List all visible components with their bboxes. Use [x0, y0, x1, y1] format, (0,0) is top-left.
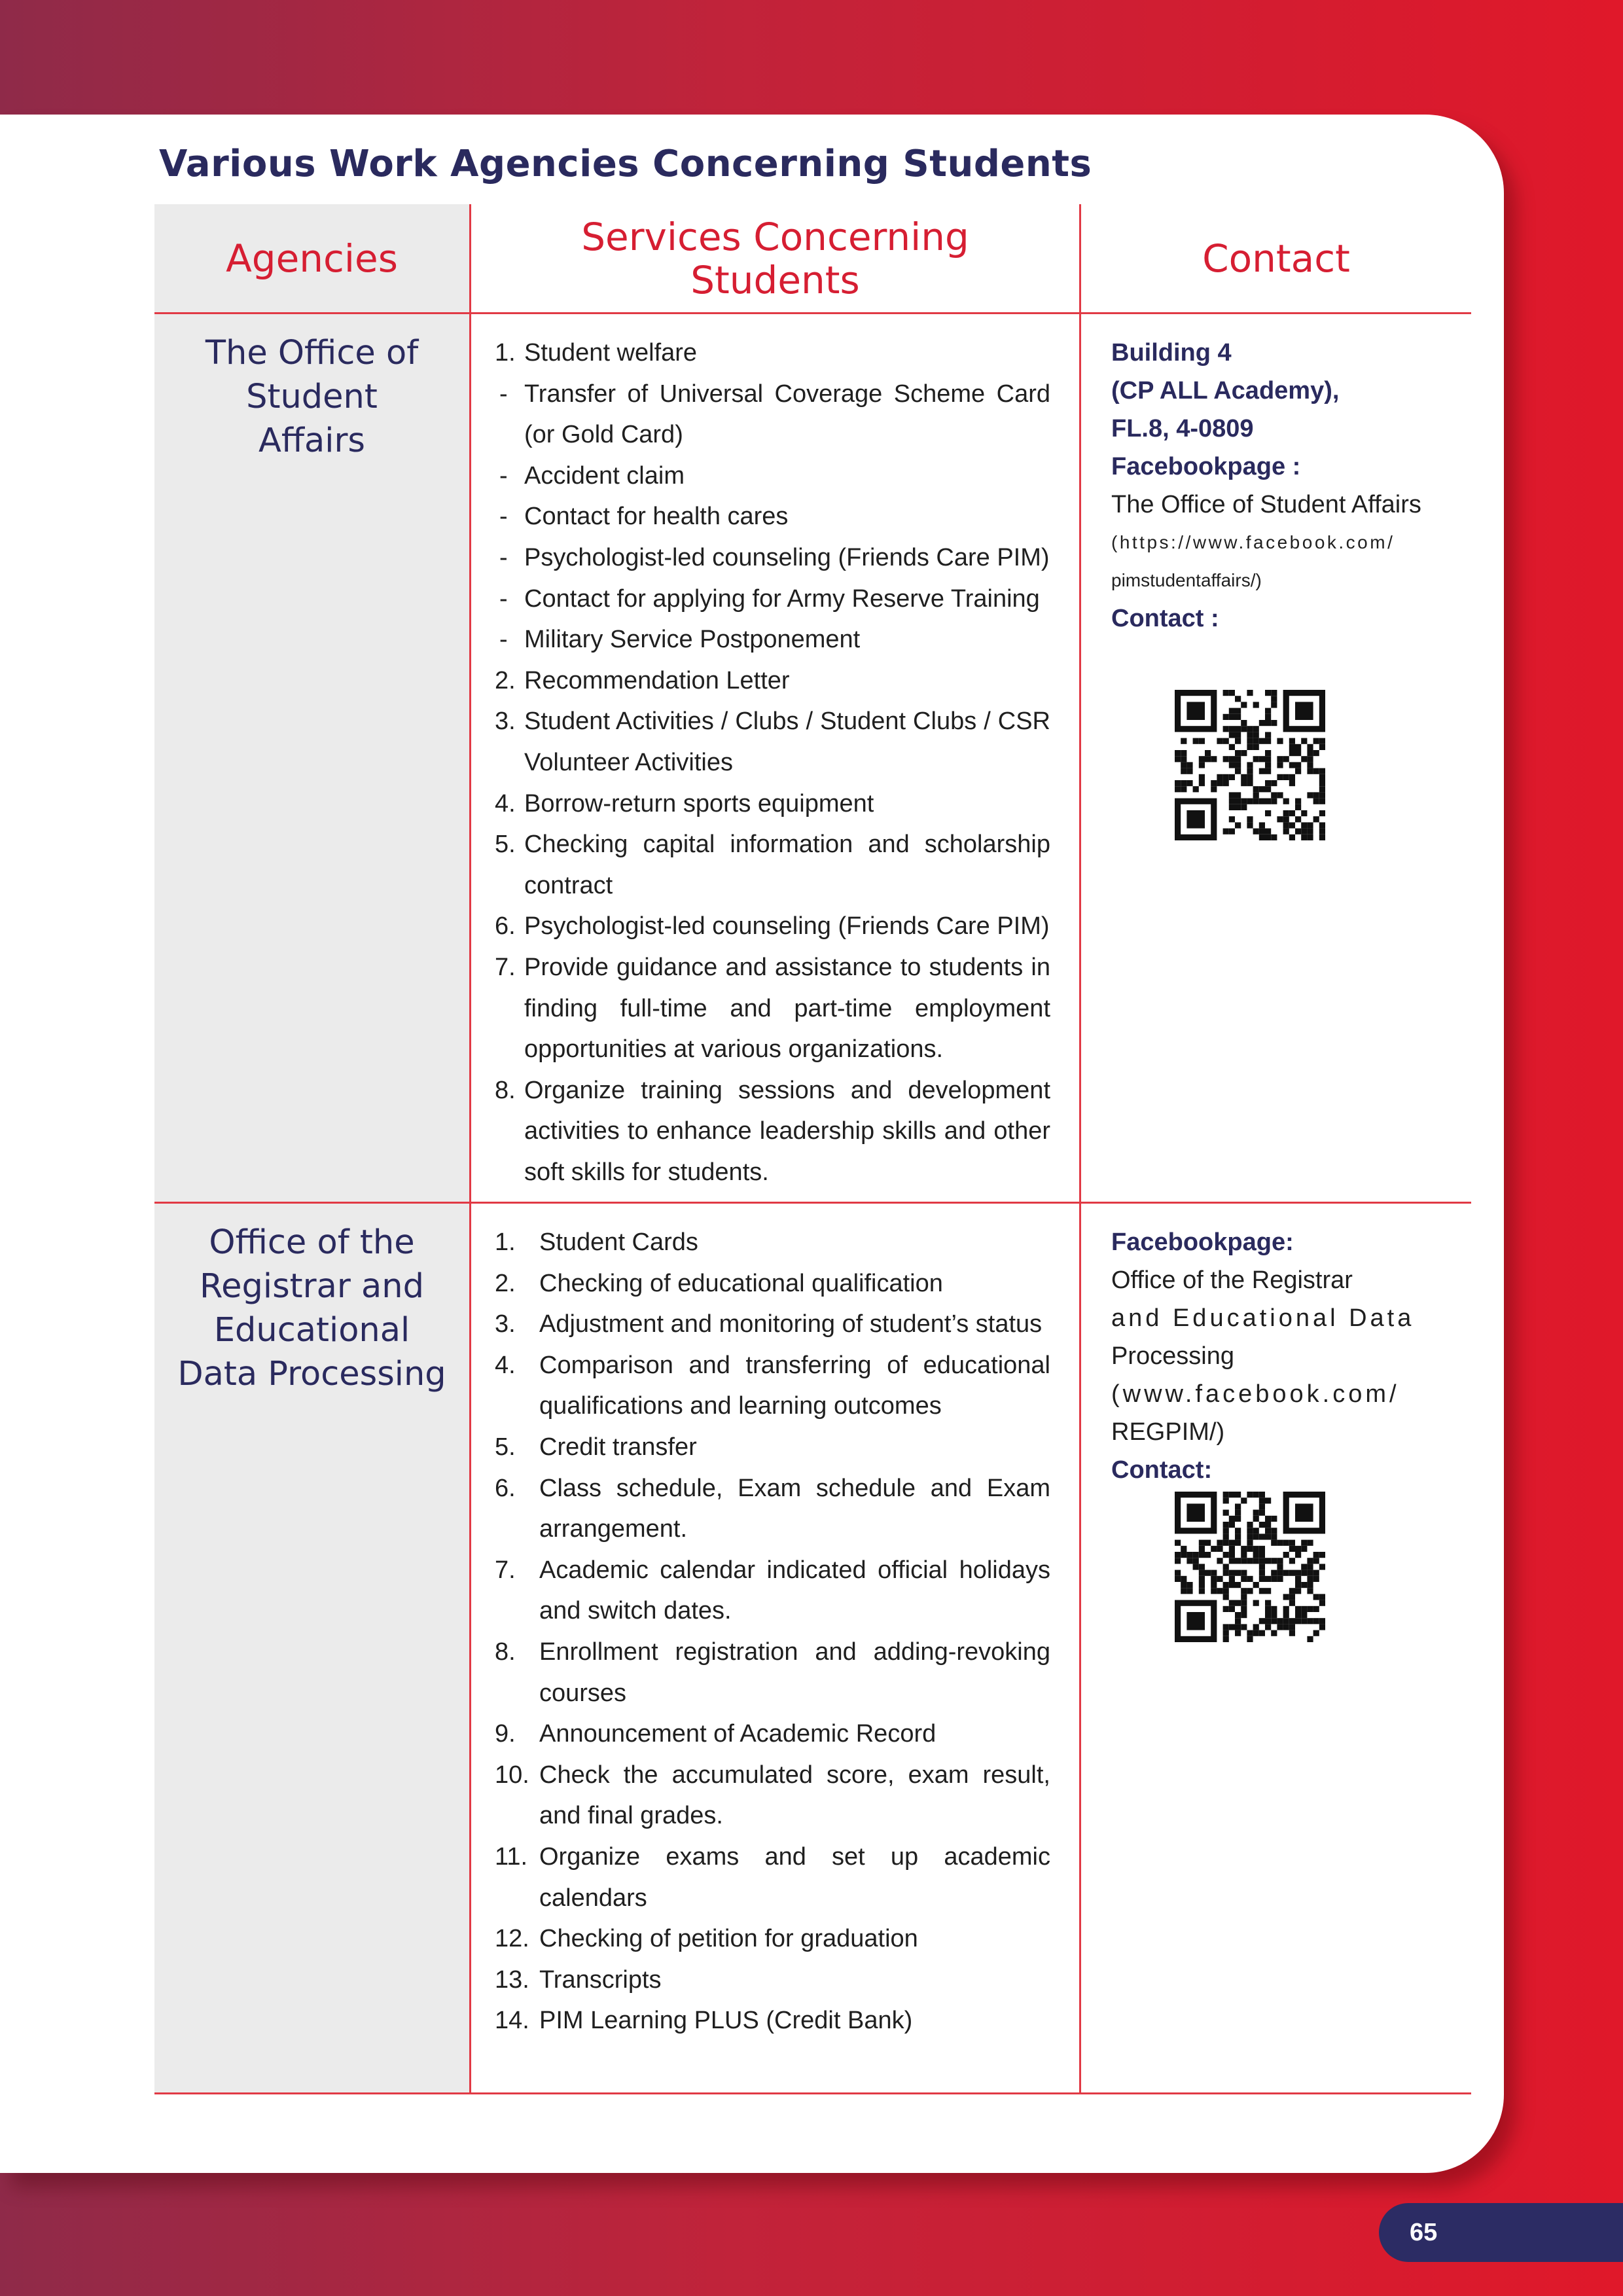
service-item-marker: -: [499, 503, 508, 531]
service-item: [495, 1468, 1050, 1550]
header-services: Services Concerning Students: [471, 204, 1081, 314]
service-item-marker: 5.: [495, 1433, 516, 1461]
service-item-text: Psychologist-led counseling (Friends Care PIM): [524, 912, 1050, 941]
facebook-url[interactable]: [1111, 524, 1445, 562]
service-item-marker: 8.: [495, 1638, 516, 1666]
service-item-text: Borrow-return sports equipment: [524, 789, 874, 817]
service-item-text: Organize exams and set up academic calendars: [539, 1842, 1050, 1912]
service-item: [495, 619, 1050, 660]
facebook-url-line2: pimstudentaffairs/): [1111, 570, 1262, 590]
service-item-marker: 2.: [495, 1269, 516, 1297]
header-agencies: Agencies: [154, 204, 471, 314]
service-item-marker: -: [499, 543, 508, 571]
service-item-text: Checking of educational qualification: [539, 1269, 943, 1297]
facebook-url[interactable]: [1111, 1375, 1445, 1413]
contact-building: Building 4: [1111, 339, 1232, 367]
service-item-marker: -: [499, 626, 508, 654]
contact-label: Contact :: [1111, 605, 1219, 632]
header-contact: Contact: [1081, 204, 1471, 314]
service-item-text: Accident claim: [524, 461, 685, 490]
service-item-text: Academic calendar indicated official holidays and switch dates.: [539, 1556, 1050, 1625]
service-item-marker: 4.: [495, 789, 516, 817]
contact-info: [1081, 314, 1471, 840]
service-item-marker: 7.: [495, 953, 516, 981]
service-item-text: Transcripts: [539, 1965, 662, 1994]
page-title: Various Work Agencies Concerning Students: [159, 143, 1092, 185]
service-item: [495, 1837, 1050, 1918]
facebook-url-line2: REGPIM/): [1111, 1418, 1225, 1446]
facebook-page-name-line2: and Educational Data: [1111, 1304, 1415, 1332]
qr-code: [1175, 1492, 1325, 1642]
facebook-label: Facebookpage:: [1111, 1229, 1294, 1256]
service-item-text: Checking of petition for graduation: [539, 1925, 918, 1953]
facebook-url-cont[interactable]: [1111, 1413, 1445, 1451]
service-item-marker: 6.: [495, 912, 516, 941]
service-item: [495, 1550, 1050, 1632]
service-item-text: Check the accumulated score, exam result, and final grades.: [539, 1761, 1050, 1830]
service-item-marker: 7.: [495, 1556, 516, 1584]
service-item-text: Comparison and transferring of educational qualifications and learning outcomes: [539, 1351, 1050, 1420]
contact-cell: [1081, 1204, 1471, 2094]
service-item-text: Enrollment registration and adding-revoking courses: [539, 1638, 1050, 1707]
page-number-badge: [1379, 2203, 1623, 2262]
agencies-table: [154, 204, 1471, 2094]
service-item: [495, 1070, 1050, 1193]
service-item: [495, 537, 1050, 579]
service-item-text: Organize training sessions and development activities to enhance leadership skills and other soft skills for students.: [524, 1076, 1050, 1186]
agency-name: Office of the Registrar and Educational Data Processing: [177, 1223, 446, 1393]
service-item: [495, 1222, 1050, 1263]
service-item: [495, 947, 1050, 1070]
service-item-text: Recommendation Letter: [524, 666, 790, 694]
service-item: [495, 824, 1050, 906]
service-item-text: Student welfare: [524, 339, 698, 367]
service-item-text: Credit transfer: [539, 1433, 697, 1461]
service-item: [495, 906, 1050, 947]
service-item-marker: 10.: [495, 1761, 529, 1789]
service-item-marker: 8.: [495, 1076, 516, 1104]
service-item: [495, 701, 1050, 783]
service-item-marker: 3.: [495, 1310, 516, 1338]
service-item: [495, 1713, 1050, 1755]
service-item-marker: 9.: [495, 1720, 516, 1748]
facebook-page-name-line1: Office of the Registrar: [1111, 1266, 1353, 1294]
service-item-marker: 1.: [495, 339, 516, 367]
service-item-marker: 2.: [495, 666, 516, 694]
service-item: [495, 1918, 1050, 1960]
service-item-text: Military Service Postponement: [524, 626, 861, 654]
service-item: [495, 496, 1050, 537]
service-item: [495, 660, 1050, 702]
service-item: [495, 374, 1050, 456]
contact-info: [1081, 1204, 1471, 1642]
services-cell: [471, 314, 1081, 1204]
service-item-marker: 4.: [495, 1351, 516, 1379]
contact-cell: [1081, 314, 1471, 1204]
service-item-text: PIM Learning PLUS (Credit Bank): [539, 2007, 913, 2035]
service-item-text: Announcement of Academic Record: [539, 1720, 936, 1748]
facebook-label: Facebookpage :: [1111, 453, 1301, 480]
service-item-marker: 14.: [495, 2007, 529, 2035]
agency-cell: [154, 1204, 471, 2094]
service-item: [495, 1263, 1050, 1304]
agency-name: The Office of Student Affairs: [205, 334, 419, 460]
services-list: [471, 314, 1079, 1193]
service-item-text: Class schedule, Exam schedule and Exam arrangement.: [539, 1474, 1050, 1543]
service-item: [495, 1345, 1050, 1427]
facebook-page-name-line3: Processing: [1111, 1342, 1234, 1370]
service-item: [495, 1427, 1050, 1468]
service-item-marker: 3.: [495, 708, 516, 736]
service-item: [495, 579, 1050, 620]
service-item-marker: -: [499, 380, 508, 408]
facebook-url-line1: (https://www.facebook.com/: [1111, 532, 1395, 552]
service-item-text: Checking capital information and scholarship contract: [524, 831, 1050, 899]
service-item-text: Adjustment and monitoring of student’s status: [539, 1310, 1043, 1338]
service-item-marker: 1.: [495, 1229, 516, 1256]
service-item-text: Psychologist-led counseling (Friends Care PIM): [524, 543, 1050, 571]
service-item-text: Student Activities / Clubs / Student Clubs / CSR Volunteer Activities: [524, 708, 1050, 776]
facebook-url-cont[interactable]: [1111, 562, 1445, 600]
facebook-url-line1: (www.facebook.com/: [1111, 1380, 1400, 1408]
services-list: [471, 1204, 1079, 2041]
service-item-marker: 6.: [495, 1474, 516, 1502]
facebook-page-name: The Office of Student Affairs: [1111, 491, 1421, 518]
service-item: [495, 332, 1050, 374]
service-item-text: Provide guidance and assistance to students in finding full-time and part-time employment opportunities at various organizations.: [524, 953, 1050, 1064]
service-item-text: Contact for applying for Army Reserve Training: [524, 584, 1040, 613]
service-item-marker: -: [499, 461, 508, 490]
services-cell: [471, 1204, 1081, 2094]
service-item: [495, 1960, 1050, 2001]
service-item: [495, 1755, 1050, 1837]
service-item: [495, 1304, 1050, 1345]
service-item: [495, 456, 1050, 497]
page-number: 65: [1410, 2218, 1438, 2246]
contact-floor: FL.8, 4-0809: [1111, 415, 1254, 442]
service-item-marker: 12.: [495, 1925, 529, 1953]
contact-academy: (CP ALL Academy),: [1111, 377, 1340, 404]
agency-cell: [154, 314, 471, 1204]
service-item-text: Student Cards: [539, 1229, 698, 1256]
service-item-marker: 5.: [495, 831, 516, 859]
service-item-marker: 13.: [495, 1965, 529, 1994]
service-item: [495, 783, 1050, 825]
service-item-text: Contact for health cares: [524, 503, 789, 531]
service-item-marker: -: [499, 584, 508, 613]
qr-code: [1175, 690, 1325, 840]
contact-label: Contact:: [1111, 1456, 1213, 1484]
service-item-marker: 11.: [495, 1842, 528, 1871]
service-item: [495, 2000, 1050, 2041]
service-item: [495, 1632, 1050, 1713]
service-item-text: Transfer of Universal Coverage Scheme Card (or Gold Card): [524, 380, 1050, 449]
